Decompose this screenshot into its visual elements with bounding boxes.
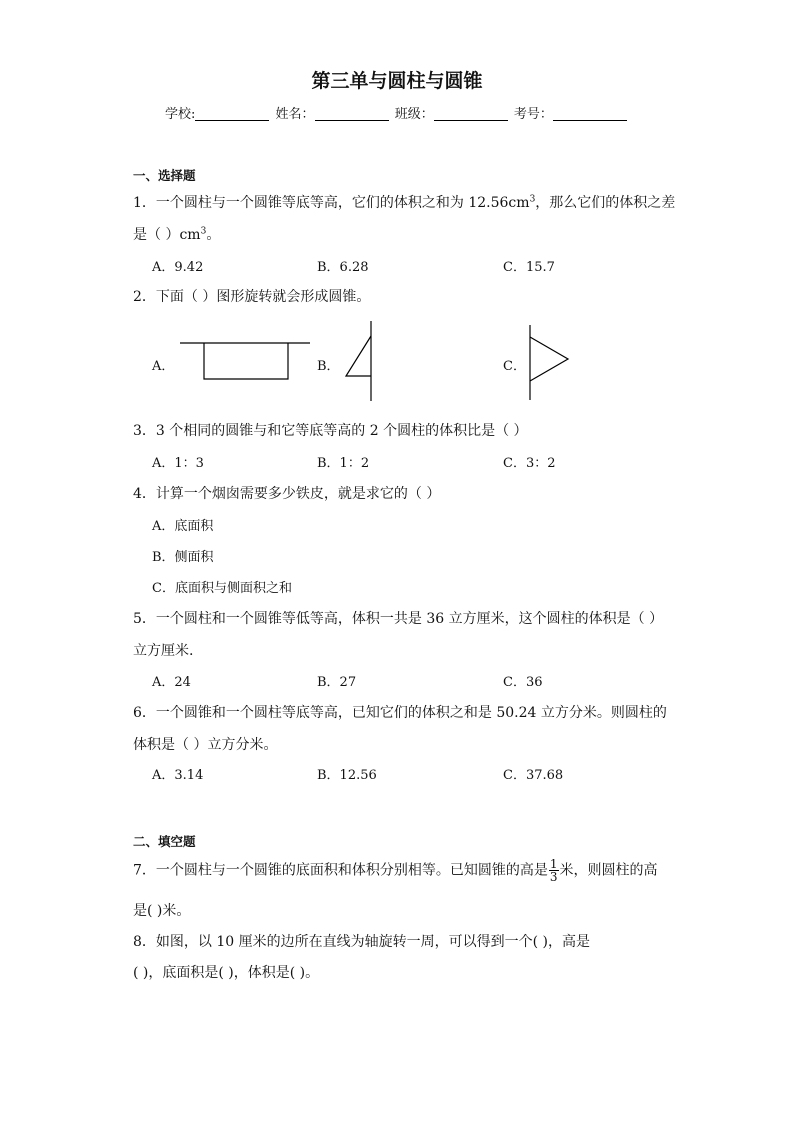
q4-option-a[interactable]: A．底面积 [152,519,214,534]
school-blank[interactable] [195,107,269,121]
q7-text-a: 7．一个圆柱与一个圆锥的底面积和体积分别相等。已知圆锥的高是 [133,862,548,879]
question-4: 4．计算一个烟囱需要多少铁皮，就是求它的（ ） [133,486,441,502]
exam-no-blank[interactable] [553,107,627,121]
q6-option-a[interactable]: A．3.14 [152,768,204,783]
q1-sup-a: 3 [529,194,536,205]
section-heading-fill-in: 二、填空题 [133,834,196,849]
q1-text-a: 1．一个圆柱与一个圆锥等底等高，它们的体积之和为 12.56cm [133,195,530,211]
section-heading-choice: 一、选择题 [133,168,196,183]
school-label: 学校: [165,107,196,122]
page-title: 第三单与圆柱与圆锥 [311,70,483,92]
q1-option-a[interactable]: A．9.42 [152,260,204,275]
triangle-shape [530,337,568,381]
q2-option-c[interactable]: C． [503,359,526,374]
q4-option-b[interactable]: B．侧面积 [152,550,214,565]
question-6-line-2: 体积是（ ）立方分米。 [133,737,278,753]
fraction-one-third [549,858,559,883]
fraction-denominator: 3 [549,870,558,884]
q6-option-c[interactable]: C．37.68 [503,768,564,783]
q1-text-c: 是（ ）cm [133,227,201,243]
q3-option-b[interactable]: B．1：2 [317,456,370,471]
q1-sup-b: 3 [200,226,207,237]
question-6-line-1: 6．一个圆锥和一个圆柱等底等高，已知它们的体积之和是 50.24 立方分米。则圆柱的 [133,705,667,721]
q5-option-c[interactable]: C．36 [503,675,543,690]
question-5-line-2: 立方厘米. [133,643,194,659]
q3-option-a[interactable]: A．1：3 [152,456,204,471]
rectangle-shape [204,343,288,379]
q1-option-c[interactable]: C．15.7 [503,260,555,275]
q3-option-c[interactable]: C．3：2 [503,456,556,471]
q2-figure-c-triangle [526,325,571,400]
q7-text-b: 米，则圆柱的高 [559,862,658,879]
q6-option-b[interactable]: B．12.56 [317,768,377,783]
q2-figure-a-rectangle [180,342,310,382]
q1-text-b: ，那么它们的体积之差 [535,195,676,211]
question-7-line-1 [133,858,658,883]
class-label: 班级： [394,107,434,122]
q2-figure-b-right-triangle [343,321,373,401]
name-label: 姓名： [275,107,315,122]
exam-no-label: 考号： [513,107,553,122]
question-1-line-1 [133,192,675,212]
question-2: 2．下面（ ）图形旋转就会形成圆锥。 [133,289,371,305]
q1-option-b[interactable]: B．6.28 [317,260,369,275]
question-3: 3．3 个相同的圆锥与和它等底等高的 2 个圆柱的体积比是（ ） [133,423,528,439]
q5-option-b[interactable]: B．27 [317,675,357,690]
q2-option-a[interactable]: A． [152,359,175,374]
q1-text-d: 。 [206,227,221,243]
question-7-line-2: 是( )米。 [133,903,191,919]
question-8-line-2: ( )，底面积是( )，体积是( )。 [133,965,320,981]
q4-option-c[interactable]: C．底面积与侧面积之和 [152,581,292,596]
q5-option-a[interactable]: A．24 [152,675,191,690]
question-1-line-2 [133,224,220,244]
student-info-row [165,103,629,122]
question-5-line-1: 5．一个圆柱和一个圆锥等低等高，体积一共是 36 立方厘米，这个圆柱的体积是（ ） [133,611,664,627]
question-8-line-1: 8．如图，以 10 厘米的边所在直线为轴旋转一周，可以得到一个( )，高是 [133,934,590,950]
triangle-shape [346,336,371,376]
name-blank[interactable] [315,107,389,121]
q2-option-b[interactable]: B． [317,359,340,374]
class-blank[interactable] [434,107,508,121]
fraction-numerator: 1 [549,857,558,871]
